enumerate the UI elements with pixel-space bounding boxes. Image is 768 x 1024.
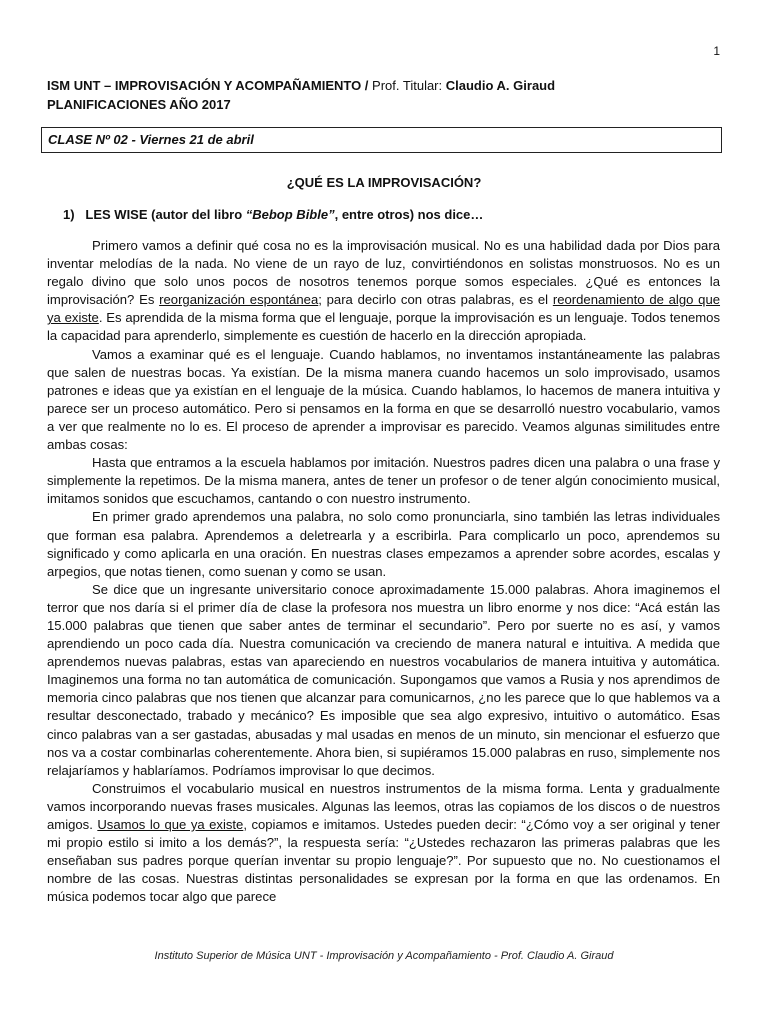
paragraph-6-part-a: Construimos el vocabulario musical en nuestros instrumentos de la misma forma. Lenta y gradualmente vamos incorporando nuevas frases musicales. Algunas las leemos, otras las copiamos de los discos o de nuestros amigos. bbox=[47, 780, 720, 832]
page-footer: Instituto Superior de Música UNT - Improvisación y Acompañamiento - Prof. Claudio A. Giraud bbox=[154, 950, 614, 962]
section-text-a: LES WISE (autor del libro bbox=[85, 207, 246, 222]
body-text bbox=[47, 237, 720, 906]
section-text-b: , entre otros) nos dice… bbox=[334, 207, 484, 222]
header-prof-label: Prof. Titular: bbox=[372, 78, 446, 93]
header-line-2: PLANIFICACIONES AÑO 2017 bbox=[47, 97, 231, 112]
underlined-phrase-3: Usamos lo que ya existe bbox=[97, 817, 244, 832]
paragraph-5: Se dice que un ingresante universitario conoce aproximadamente 15.000 palabras. Ahora imaginemos el terror que nos daría si el primer día de clase la profesora nos muestra un libro enorme y nos dice: “Acá están las 15.000 palabras que tienen que saber antes de terminar el secundario”. Pero por suerte no es así, y vamos aprendiendo un poco cada día. Nuestra comunicación va creciendo de manera natural e intuitiva. A medida que aprendemos nuevas palabras, estas van apareciendo en nuestros vocabularios de manera intuitiva y automática. Imaginemos una forma no tan automática de comunicación. Supongamos que vamos a Rusia y nos aprendimos de memoria cinco palabras que nos tienen que alcanzar para comunicarnos, ¿no les parece que lo que hablemos va a resultar desconectado, trabado y mecánico? Es imposible que sea algo expresivo, intuitivo o automático. Esas cinco palabras van a ser gastadas, abusadas y mal usadas en menos de un minuto, sin mencionar el esfuerzo que nos va a costar combinarlas coherentemente. Ahora bien, si supiéramos 15.000 palabras en ruso, simplemente nos relajaríamos y hablaríamos. Podríamos improvisar lo que decimos. bbox=[47, 581, 720, 778]
paragraph-1 bbox=[47, 237, 720, 346]
page-number: 1 bbox=[713, 44, 720, 58]
section-heading bbox=[63, 207, 483, 222]
section-book-title: “Bebop Bible” bbox=[245, 207, 335, 222]
document-title: ¿QUÉ ES LA IMPROVISACIÓN? bbox=[286, 175, 482, 190]
paragraph-1-part-a: Primero vamos a definir qué cosa no es la improvisación musical. No es una habilidad dada por Dios para inventar melodías de la nada. No viene de un rayo de luz, convirtiéndonos en solistas monstruosos. No es un regalo divino que solo unos pocos de nosotros tenemos porque somos especiales. ¿Qué es entonces la improvisación? Es bbox=[47, 238, 720, 308]
underlined-phrase-1: reorganización espontánea bbox=[159, 292, 319, 308]
paragraph-1-part-b: ; para decirlo con otras palabras, es el bbox=[318, 292, 553, 308]
class-info-box: CLASE Nº 02 - Viernes 21 de abril bbox=[41, 127, 722, 153]
paragraph-2: Vamos a examinar qué es el lenguaje. Cuando hablamos, no inventamos instantáneamente las palabras que salen de nuestras bocas. Ya existían. De la misma manera cuando hacemos un solo improvisado, usamos patrones e ideas que ya existían en el lenguaje de la música. Cuando hablamos, lo hacemos de manera intuitiva y parece ser un proceso automático. Pero si pensamos en la forma en que se desarrolló nuestro vocabulario, vamos a ver que realmente no lo es. El proceso de aprender a improvisar es parecido. Veamos algunas similitudes entre ambas cosas: bbox=[47, 346, 720, 453]
header-line-1 bbox=[47, 76, 555, 95]
paragraph-3: Hasta que entramos a la escuela hablamos por imitación. Nuestros padres dicen una palabra o una frase y simplemente la repetimos. De la misma manera, antes de tener un profesor o de tener algún conocimiento musical, imitamos sonidos que escuchamos, cantando o con nuestro instrumento. bbox=[47, 455, 720, 507]
header-prof-name: Claudio A. Giraud bbox=[445, 78, 556, 93]
header-course: ISM UNT – IMPROVISACIÓN Y ACOMPAÑAMIENTO / bbox=[47, 78, 373, 93]
paragraph-6 bbox=[47, 780, 720, 907]
paragraph-1-part-c: . Es aprendida de la misma forma que el lenguaje, porque la improvisación es un lenguaje. Todos tenemos la capacidad para aprenderlo, simplemente es cuestión de hacerlo en la dirección apropiada. bbox=[47, 310, 721, 344]
paragraph-4: En primer grado aprendemos una palabra, no solo como pronunciarla, sino también las letras individuales que forman esa palabra. Aprendemos a deletrearla y a escribirla. Para complicarlo un poco, aprendemos su significado y como aplicarla en una oración. En nuestras clases empezamos a aprender sobre acordes, escalas y arpegios, que notas tienen, como suenan y como se usan. bbox=[47, 509, 720, 579]
underlined-phrase-2: reordenamiento de algo que ya existe bbox=[47, 292, 721, 326]
paragraph-6-part-b: , copiamos e imitamos. Ustedes pueden decir: “¿Cómo voy a ser original y tener mi propio estilo si imito a los demás?”, la respuesta sería: “¿Ustedes rechazaron las primeras palabras que les enseñaban sus padres porque querían inventar su propio lenguaje?”. Por supuesto que no. No cuestionamos el nombre de las cosas. Nuestras distintas personalidades se expresan por la forma en que las ordenamos. En música podemos tocar algo que parece bbox=[47, 817, 720, 905]
section-number: 1) bbox=[63, 207, 75, 222]
document-header bbox=[47, 76, 555, 114]
